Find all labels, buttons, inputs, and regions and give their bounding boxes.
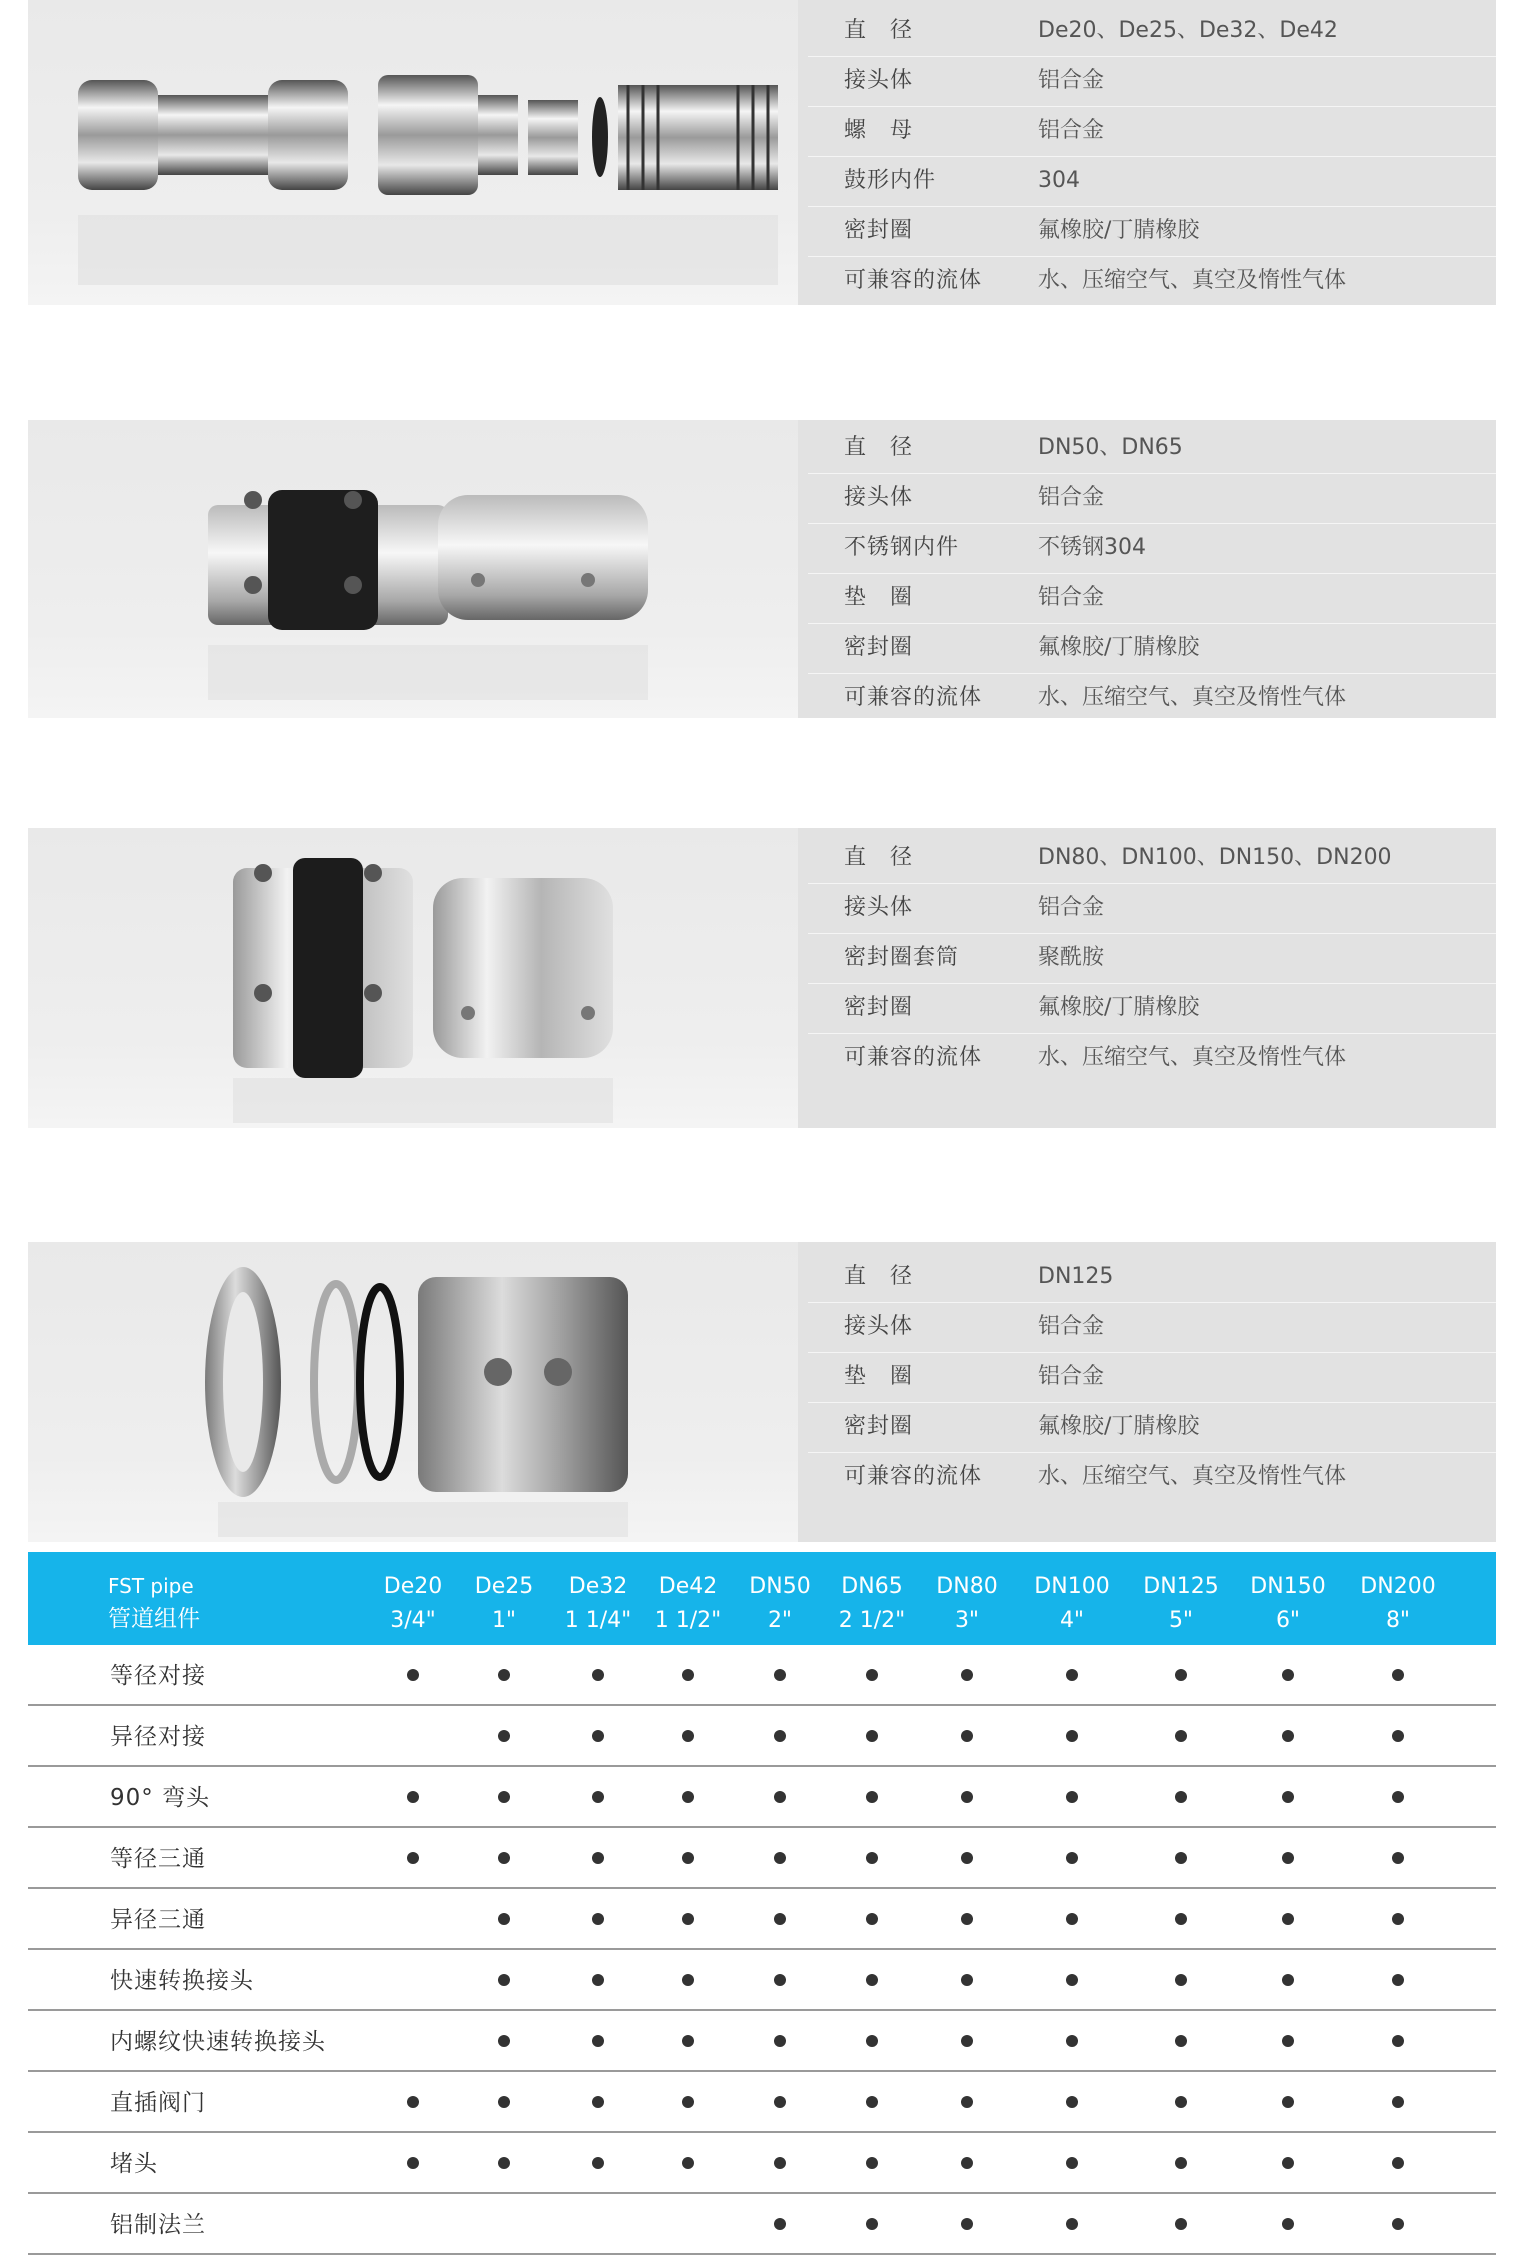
flange-coupling-illustration [28, 1242, 798, 1542]
availability-dot [1066, 1913, 1078, 1925]
availability-dot [866, 1913, 878, 1925]
column-header [922, 1570, 1012, 1638]
spec-value: 不锈钢304 [1038, 535, 1146, 560]
availability-dot [498, 1791, 510, 1803]
availability-dot [1066, 2035, 1078, 2047]
availability-dot [866, 1791, 878, 1803]
column-size: DN50 [749, 1574, 811, 1599]
availability-dot [1066, 1791, 1078, 1803]
availability-dot [682, 1791, 694, 1803]
spec-key: 垫 圈 [844, 1364, 914, 1389]
spec-row [808, 56, 1496, 107]
availability-dot [774, 1913, 786, 1925]
spec-key: 密封圈 [844, 1414, 914, 1439]
row-label: 异径对接 [110, 1724, 206, 1750]
availability-dot [1066, 1852, 1078, 1864]
spec-key: 可兼容的流体 [844, 685, 983, 710]
spec-key: 垫 圈 [844, 585, 914, 610]
spec-key: 直 径 [844, 435, 914, 460]
availability-dot [1175, 1669, 1187, 1681]
column-size: De42 [658, 1574, 718, 1599]
availability-dot [1282, 1913, 1294, 1925]
spec-row [808, 156, 1496, 207]
column-header [459, 1570, 549, 1638]
spec-value: 铝合金 [1038, 68, 1105, 93]
availability-dot [866, 2218, 878, 2230]
column-inch: 1" [491, 1608, 517, 1633]
availability-dot [1282, 1974, 1294, 1986]
availability-dot [1392, 2096, 1404, 2108]
availability-dot [1175, 2218, 1187, 2230]
table-row [28, 2011, 1496, 2072]
availability-dot [592, 2035, 604, 2047]
spec-row [808, 833, 1496, 884]
spec-value: 水、压缩空气、真空及惰性气体 [1038, 1045, 1347, 1070]
spec-key: 不锈钢内件 [844, 535, 960, 560]
table-row [28, 1828, 1496, 1889]
spec-row [808, 6, 1496, 57]
availability-dot [866, 1669, 878, 1681]
availability-dot [1392, 1852, 1404, 1864]
spec-value: 铝合金 [1038, 118, 1105, 143]
spec-key: 可兼容的流体 [844, 1045, 983, 1070]
column-inch: 3/4" [390, 1608, 436, 1633]
column-header [368, 1570, 458, 1638]
spec-row [808, 883, 1496, 934]
spec-panel [798, 420, 1496, 718]
table-header-title-en: FST pipe [108, 1574, 194, 1598]
availability-dot [592, 1913, 604, 1925]
availability-dot [866, 2035, 878, 2047]
spec-value: DN125 [1038, 1264, 1114, 1289]
availability-dot [1392, 2035, 1404, 2047]
availability-dot [1175, 2096, 1187, 2108]
availability-dot [961, 1669, 973, 1681]
availability-dot [1066, 1974, 1078, 1986]
availability-dot [1282, 2035, 1294, 2047]
column-size: DN100 [1034, 1574, 1110, 1599]
column-size: DN80 [936, 1574, 998, 1599]
spec-key: 接头体 [844, 485, 914, 510]
spec-value: 氟橡胶/丁腈橡胶 [1038, 218, 1200, 243]
column-header [735, 1570, 825, 1638]
availability-dot [498, 1669, 510, 1681]
availability-dot [774, 1791, 786, 1803]
availability-dot [682, 2157, 694, 2169]
availability-dot [592, 1669, 604, 1681]
availability-dot [1175, 1974, 1187, 1986]
spec-row [808, 983, 1496, 1034]
availability-dot [866, 2157, 878, 2169]
column-size: De25 [474, 1574, 534, 1599]
availability-dot [1282, 1730, 1294, 1742]
spec-key: 密封圈 [844, 995, 914, 1020]
column-inch: 1 1/2" [654, 1608, 722, 1633]
table-header [28, 1552, 1496, 1645]
spec-value: DN50、DN65 [1038, 435, 1183, 460]
availability-dot [1392, 2218, 1404, 2230]
availability-dot [682, 2096, 694, 2108]
availability-dot [1175, 1791, 1187, 1803]
spec-row [808, 473, 1496, 524]
availability-dot [1066, 2218, 1078, 2230]
table-body [28, 1645, 1496, 2255]
availability-dot [1392, 1974, 1404, 1986]
spec-row [808, 106, 1496, 157]
availability-dot [866, 1730, 878, 1742]
availability-dot [1175, 2035, 1187, 2047]
column-header [1136, 1570, 1226, 1638]
availability-dot [1282, 1852, 1294, 1864]
column-header [1243, 1570, 1333, 1638]
spec-key: 直 径 [844, 1264, 914, 1289]
spec-row [808, 573, 1496, 624]
availability-dot [866, 1974, 878, 1986]
product-block-1 [28, 0, 1496, 305]
table-row [28, 1889, 1496, 1950]
spec-value: 水、压缩空气、真空及惰性气体 [1038, 685, 1347, 710]
spec-key: 鼓形内件 [844, 168, 937, 193]
table-row [28, 2194, 1496, 2255]
availability-dot [961, 2157, 973, 2169]
availability-dot [774, 2157, 786, 2169]
availability-dot [592, 2096, 604, 2108]
column-inch: 3" [954, 1608, 980, 1633]
spec-row [808, 1352, 1496, 1403]
spec-value: 聚酰胺 [1038, 945, 1105, 970]
availability-dot [498, 2096, 510, 2108]
threaded-fitting-illustration [28, 0, 798, 305]
column-size: DN65 [841, 1574, 903, 1599]
availability-dot [592, 1791, 604, 1803]
spec-row [808, 673, 1496, 723]
spec-key: 接头体 [844, 895, 914, 920]
availability-dot [682, 1974, 694, 1986]
spec-key: 接头体 [844, 68, 914, 93]
column-header [643, 1570, 733, 1638]
spec-key: 密封圈 [844, 218, 914, 243]
availability-dot [682, 2035, 694, 2047]
table-row [28, 2072, 1496, 2133]
row-label: 异径三通 [110, 1907, 206, 1933]
table-row [28, 1950, 1496, 2011]
spec-value: 氟橡胶/丁腈橡胶 [1038, 1414, 1200, 1439]
row-label: 快速转换接头 [110, 1968, 254, 1994]
column-size: De20 [383, 1574, 443, 1599]
availability-dot [1175, 1913, 1187, 1925]
availability-dot [774, 1669, 786, 1681]
availability-dot [1066, 2096, 1078, 2108]
spec-row [808, 1302, 1496, 1353]
availability-dot [774, 1974, 786, 1986]
spec-panel [798, 828, 1496, 1128]
spec-row [808, 1402, 1496, 1453]
spec-row [808, 206, 1496, 257]
spec-row [808, 1452, 1496, 1502]
availability-dot [682, 1852, 694, 1864]
clamp-coupling-illustration [28, 420, 798, 718]
spec-value: 氟橡胶/丁腈橡胶 [1038, 995, 1200, 1020]
product-block-4 [28, 1242, 1496, 1542]
availability-dot [407, 2096, 419, 2108]
availability-dot [407, 1852, 419, 1864]
availability-dot [1392, 1791, 1404, 1803]
spec-value: 铝合金 [1038, 895, 1105, 920]
availability-dot [498, 1852, 510, 1864]
spec-key: 直 径 [844, 18, 914, 43]
availability-dot [1392, 2157, 1404, 2169]
availability-dot [592, 1730, 604, 1742]
column-header [827, 1570, 917, 1638]
spec-value: 铝合金 [1038, 1314, 1105, 1339]
availability-dot [1282, 2218, 1294, 2230]
row-label: 90° 弯头 [110, 1785, 211, 1811]
spec-row [808, 523, 1496, 574]
column-inch: 4" [1059, 1608, 1085, 1633]
availability-dot [592, 1974, 604, 1986]
availability-dot [1066, 1730, 1078, 1742]
column-inch: 8" [1385, 1608, 1411, 1633]
table-row [28, 1706, 1496, 1767]
availability-dot [1392, 1913, 1404, 1925]
availability-dot [961, 1791, 973, 1803]
product-image-area [28, 0, 798, 305]
row-label: 等径对接 [110, 1663, 206, 1689]
column-size: De32 [568, 1574, 628, 1599]
table-row [28, 1645, 1496, 1706]
column-size: DN150 [1250, 1574, 1326, 1599]
spec-value: 水、压缩空气、真空及惰性气体 [1038, 268, 1347, 293]
row-label: 内螺纹快速转换接头 [110, 2029, 326, 2055]
availability-dot [498, 1974, 510, 1986]
table-header-title-zh: 管道组件 [108, 1606, 200, 1632]
spec-key: 可兼容的流体 [844, 268, 983, 293]
availability-dot [866, 2096, 878, 2108]
spec-row [808, 933, 1496, 984]
availability-dot [1175, 2157, 1187, 2169]
availability-dot [774, 1730, 786, 1742]
spec-key: 密封圈套筒 [844, 945, 960, 970]
large-clamp-coupling-illustration [28, 828, 798, 1128]
availability-dot [961, 1730, 973, 1742]
product-image-area [28, 420, 798, 718]
availability-dot [682, 1913, 694, 1925]
spec-key: 可兼容的流体 [844, 1464, 983, 1489]
availability-dot [866, 1852, 878, 1864]
availability-dot [774, 2096, 786, 2108]
availability-dot [774, 1852, 786, 1864]
spec-panel [798, 0, 1496, 305]
availability-dot [1392, 1730, 1404, 1742]
availability-dot [498, 2035, 510, 2047]
column-header [1027, 1570, 1117, 1638]
column-size: DN200 [1360, 1574, 1436, 1599]
spec-row [808, 1033, 1496, 1083]
availability-dot [961, 1913, 973, 1925]
availability-dot [498, 1913, 510, 1925]
spec-row [808, 256, 1496, 306]
table-row [28, 2133, 1496, 2194]
table-row [28, 1767, 1496, 1828]
row-label: 等径三通 [110, 1846, 206, 1872]
product-block-3 [28, 828, 1496, 1128]
spec-value: 氟橡胶/丁腈橡胶 [1038, 635, 1200, 660]
product-image-area [28, 828, 798, 1128]
column-header [1353, 1570, 1443, 1638]
spec-value: 铝合金 [1038, 1364, 1105, 1389]
spec-panel [798, 1242, 1496, 1542]
availability-dot [1175, 1852, 1187, 1864]
availability-dot [1066, 2157, 1078, 2169]
column-header [553, 1570, 643, 1638]
column-inch: 6" [1275, 1608, 1301, 1633]
availability-dot [774, 2218, 786, 2230]
availability-dot [1282, 1791, 1294, 1803]
availability-dot [1175, 1730, 1187, 1742]
column-inch: 2 1/2" [838, 1608, 906, 1633]
spec-key: 螺 母 [844, 118, 914, 143]
availability-dot [961, 2218, 973, 2230]
spec-key: 直 径 [844, 845, 914, 870]
availability-dot [961, 1974, 973, 1986]
column-inch: 2" [767, 1608, 793, 1633]
availability-dot [961, 2096, 973, 2108]
column-size: DN125 [1143, 1574, 1219, 1599]
spec-row [808, 623, 1496, 674]
compatibility-table [28, 1552, 1496, 2255]
availability-dot [961, 2035, 973, 2047]
availability-dot [1282, 2157, 1294, 2169]
availability-dot [1392, 1669, 1404, 1681]
availability-dot [498, 2157, 510, 2169]
availability-dot [592, 1852, 604, 1864]
spec-value: 铝合金 [1038, 485, 1105, 510]
column-inch: 1 1/4" [564, 1608, 632, 1633]
spec-value: 铝合金 [1038, 585, 1105, 610]
spec-value: De20、De25、De32、De42 [1038, 18, 1338, 43]
spec-value: DN80、DN100、DN150、DN200 [1038, 845, 1392, 870]
availability-dot [407, 1791, 419, 1803]
availability-dot [498, 1730, 510, 1742]
spec-key: 密封圈 [844, 635, 914, 660]
product-image-area [28, 1242, 798, 1542]
row-label: 铝制法兰 [110, 2212, 206, 2238]
availability-dot [682, 1669, 694, 1681]
availability-dot [592, 2157, 604, 2169]
availability-dot [1282, 1669, 1294, 1681]
availability-dot [682, 1730, 694, 1742]
availability-dot [407, 2157, 419, 2169]
row-label: 堵头 [110, 2151, 158, 2177]
availability-dot [1066, 1669, 1078, 1681]
availability-dot [1282, 2096, 1294, 2108]
availability-dot [407, 1669, 419, 1681]
spec-key: 接头体 [844, 1314, 914, 1339]
spec-value: 水、压缩空气、真空及惰性气体 [1038, 1464, 1347, 1489]
column-inch: 5" [1168, 1608, 1194, 1633]
spec-row [808, 423, 1496, 474]
row-label: 直插阀门 [110, 2090, 206, 2116]
product-block-2 [28, 420, 1496, 718]
availability-dot [961, 1852, 973, 1864]
spec-value: 304 [1038, 168, 1080, 193]
availability-dot [774, 2035, 786, 2047]
spec-row [808, 1252, 1496, 1303]
